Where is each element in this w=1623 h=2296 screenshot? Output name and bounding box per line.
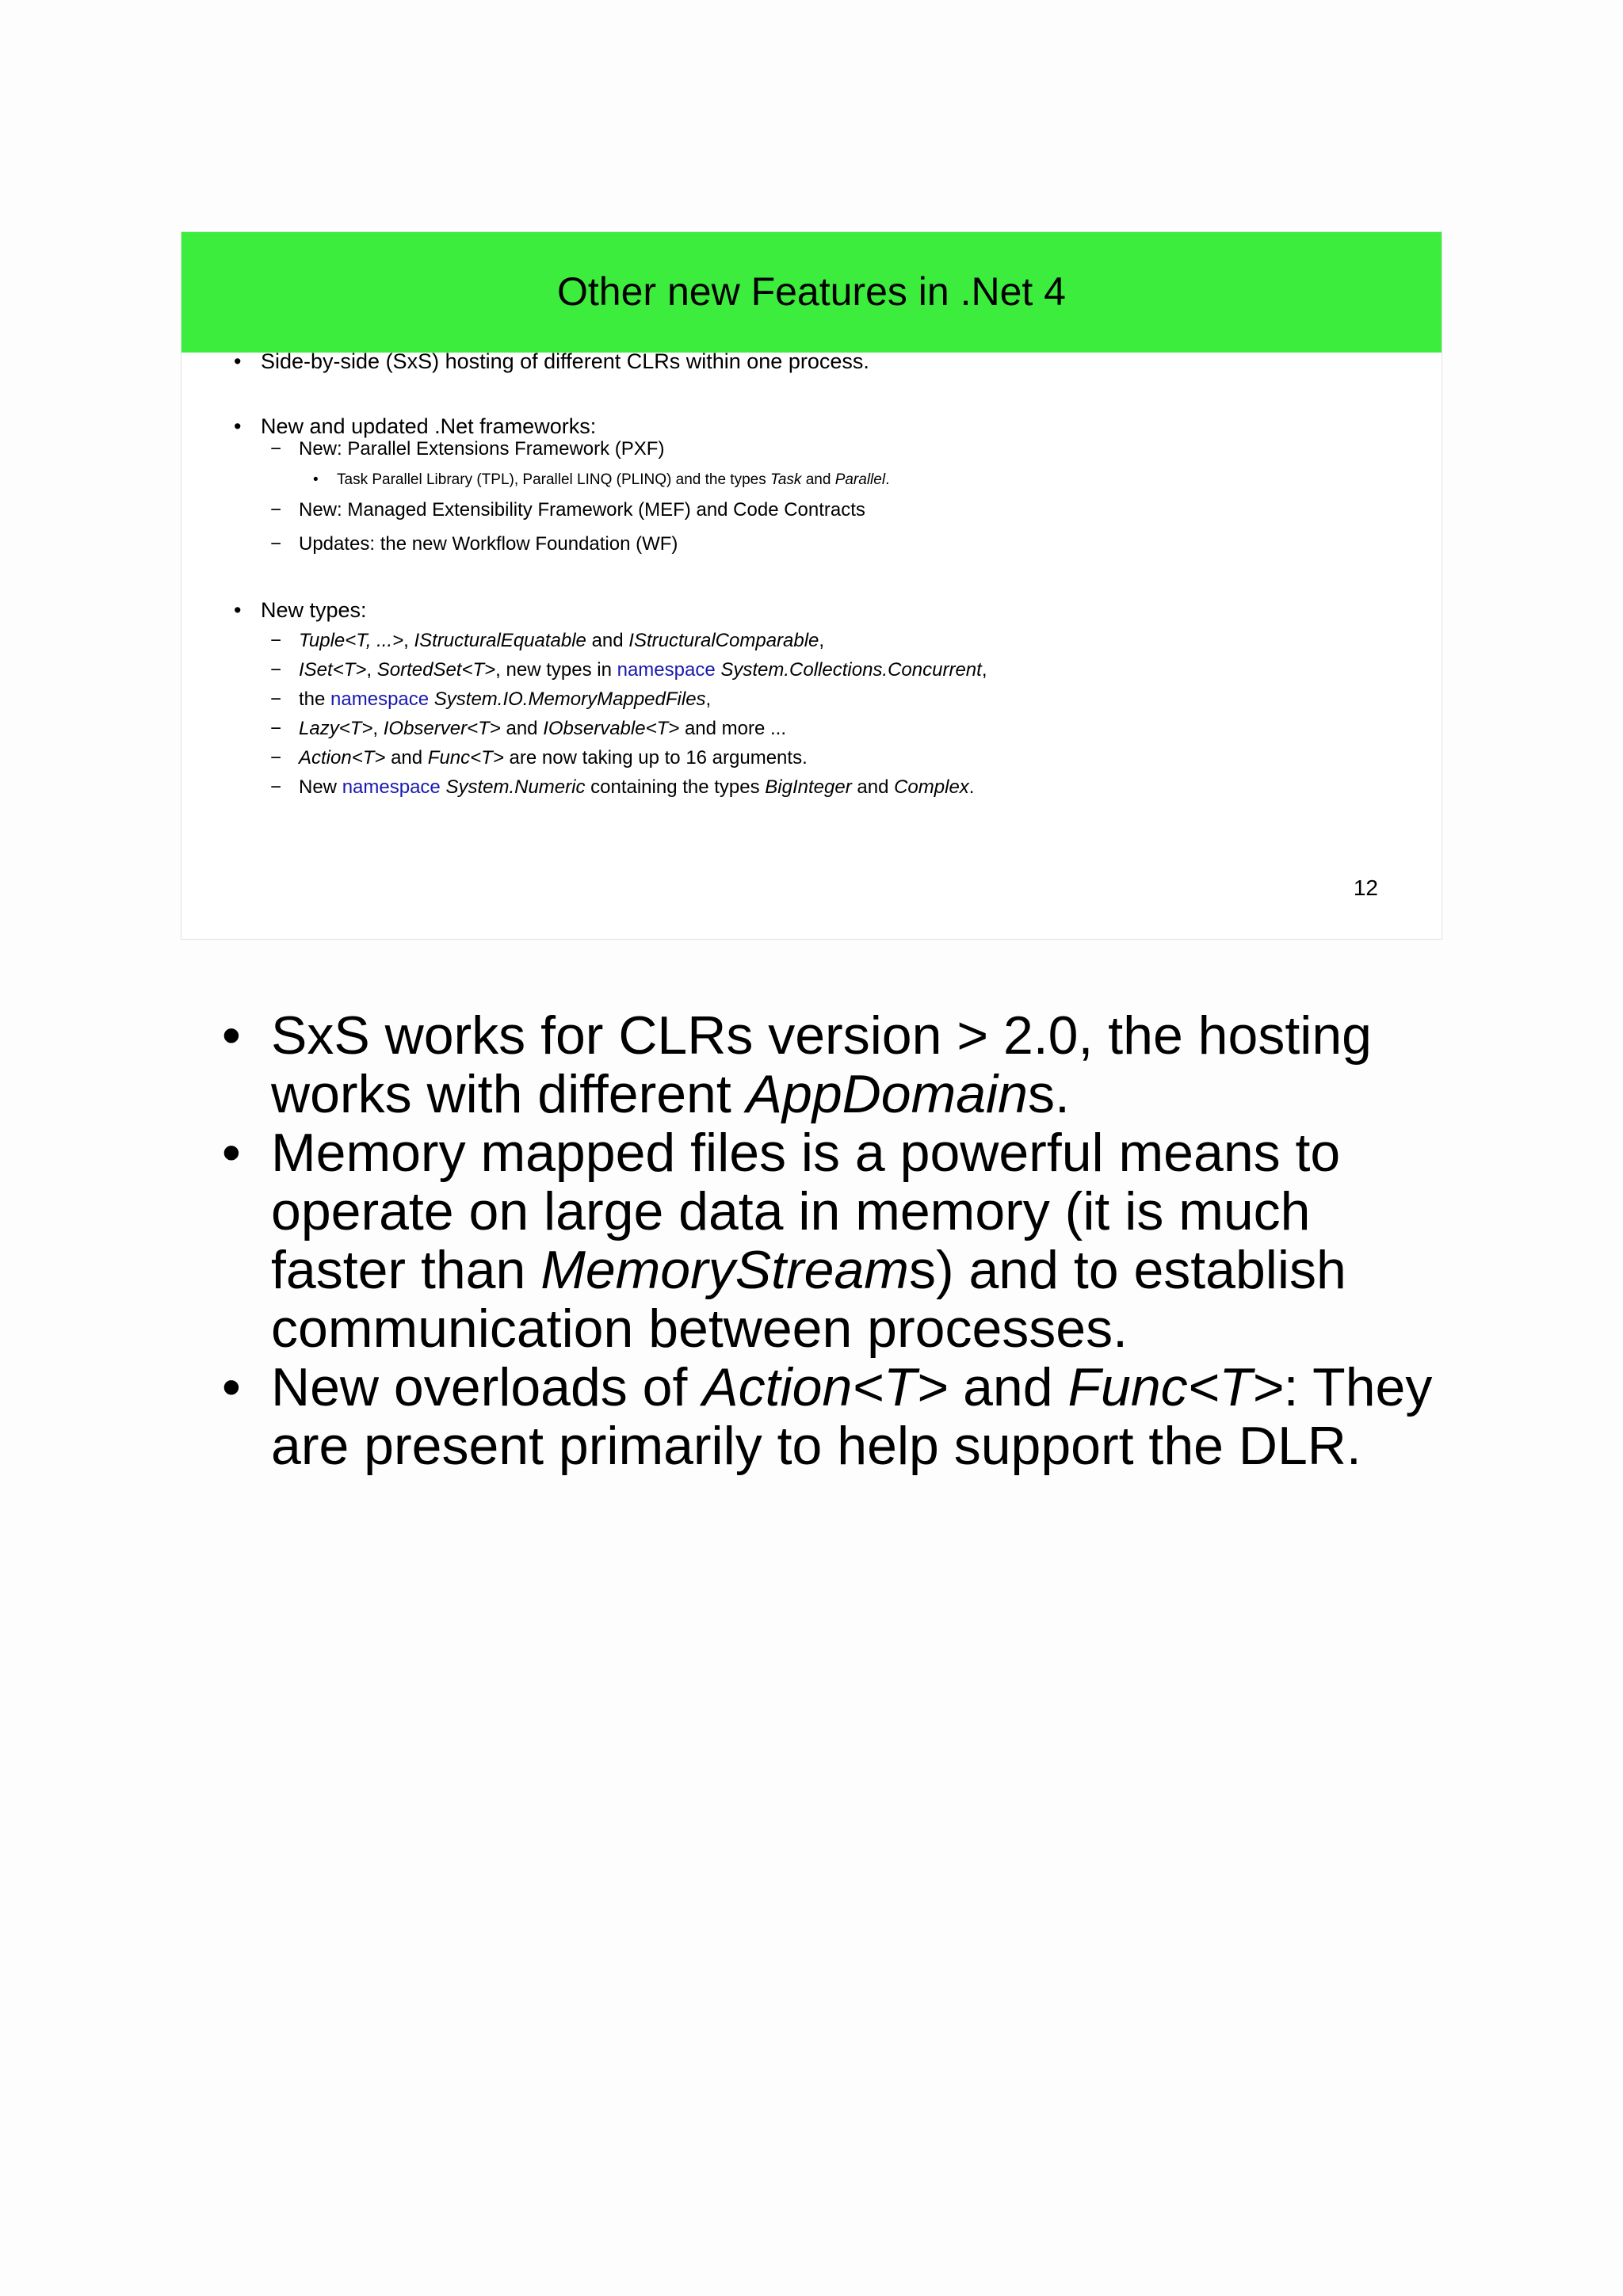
type-memorystream: MemoryStream <box>540 1240 909 1300</box>
dash-mark: − <box>270 499 282 521</box>
sub-bullet-lazy <box>270 718 787 740</box>
text: , <box>366 659 377 681</box>
type-iobservable: IObservable<T> <box>543 718 680 739</box>
text: and <box>385 747 428 769</box>
bullet-text: Updates: the new Workflow Foundation (WF) <box>299 533 678 555</box>
sub-bullet-numeric <box>270 776 975 799</box>
type-istructuralcomparable: IStructuralComparable <box>628 630 819 651</box>
dash-mark: − <box>270 533 282 555</box>
bullet-text: Side-by-side (SxS) hosting of different CLRs within one process. <box>261 349 869 373</box>
note-item-sxs <box>222 1006 1458 1123</box>
type-tuple: Tuple<T, ...> <box>299 630 404 651</box>
bullet-mark: • <box>234 414 242 438</box>
namespace-concurrent: System.Collections.Concurrent <box>720 659 982 681</box>
text: Task Parallel Library (TPL), Parallel LINQ (PLINQ) and the types <box>337 471 770 488</box>
text: s. <box>1027 1064 1070 1124</box>
bullet-text: New: Managed Extensibility Framework (MEF) and Code Contracts <box>299 499 865 521</box>
text: SxS works for CLRs version > 2.0, the hosting works with different <box>271 1005 1372 1124</box>
type-istructuralequatable: IStructuralEquatable <box>414 630 586 651</box>
text: the <box>299 688 331 710</box>
type-iobserver: IObserver<T> <box>383 718 501 739</box>
bullet-frameworks <box>234 414 597 439</box>
sub-bullet-wf <box>270 533 678 555</box>
type-lazy: Lazy<T> <box>299 718 373 739</box>
text: . <box>885 471 890 488</box>
type-biginteger: BigInteger <box>765 776 852 798</box>
text: . <box>968 776 975 798</box>
sub-bullet-tuple <box>270 630 825 652</box>
dash-mark: − <box>270 718 282 739</box>
dash-mark: − <box>270 688 282 710</box>
slide-title: Other new Features in .Net 4 <box>557 269 1066 314</box>
text: and <box>801 471 835 488</box>
bullet-text: New types: <box>261 598 367 622</box>
bullet-mark: • <box>222 1005 241 1066</box>
text: and <box>586 630 629 651</box>
type-action: Action<T> <box>299 747 386 769</box>
namespace-mmf: System.IO.MemoryMappedFiles <box>433 688 706 710</box>
keyword-namespace: namespace <box>617 659 716 681</box>
text: , <box>372 718 384 739</box>
bullet-mark: • <box>234 349 242 373</box>
text: containing the types <box>585 776 766 798</box>
namespace-numeric: System.Numeric <box>445 776 586 798</box>
text <box>429 688 434 710</box>
text: and <box>500 718 544 739</box>
dash-mark: − <box>270 747 282 769</box>
text: and <box>948 1357 1068 1417</box>
type-func: Func<T> <box>427 747 504 769</box>
text: , new types in <box>495 659 617 681</box>
text: and <box>851 776 895 798</box>
type-complex: Complex <box>894 776 969 798</box>
text: New <box>299 776 342 798</box>
note-item-mmf <box>222 1123 1458 1358</box>
slide <box>181 231 1442 940</box>
text: New overloads of <box>271 1357 703 1417</box>
text: are now taking up to 16 arguments. <box>503 747 808 769</box>
sub-sub-bullet-tpl <box>313 471 890 489</box>
keyword-namespace: namespace <box>342 776 441 798</box>
text: and more ... <box>679 718 787 739</box>
type-iset: ISet<T> <box>299 659 367 681</box>
dash-mark: − <box>270 438 282 460</box>
keyword-namespace: namespace <box>330 688 430 710</box>
type-appdomain: AppDomain <box>746 1064 1028 1124</box>
bullet-mark: • <box>234 598 242 622</box>
bullet-text: New and updated .Net frameworks: <box>261 414 597 438</box>
text: , <box>705 688 712 710</box>
type-task: Task <box>769 471 802 488</box>
sub-bullet-action-func <box>270 747 808 769</box>
speaker-notes <box>222 1006 1458 1475</box>
note-item-overloads <box>222 1358 1458 1475</box>
page-number: 12 <box>1353 875 1378 900</box>
sub-bullet-mef <box>270 499 865 521</box>
bullet-mark: • <box>222 1123 241 1183</box>
sub-bullet-iset <box>270 659 987 681</box>
type-parallel: Parallel <box>834 471 886 488</box>
dash-mark: − <box>270 630 282 651</box>
text: : They are present primarily to help support the DLR. <box>271 1357 1433 1476</box>
text: , <box>819 630 825 651</box>
type-sortedset: SortedSet<T> <box>376 659 496 681</box>
dash-mark: − <box>270 776 282 798</box>
text: , <box>981 659 987 681</box>
sub-bullet-mmf <box>270 688 712 711</box>
sub-bullet-pxf <box>270 438 665 460</box>
bullet-new-types <box>234 598 367 623</box>
dash-mark: − <box>270 659 282 681</box>
bullet-text: New: Parallel Extensions Framework (PXF) <box>299 438 665 460</box>
bullet-mark: • <box>313 471 319 488</box>
bullet-sxs <box>234 349 869 374</box>
slide-body <box>181 232 1442 939</box>
type-action: Action<T> <box>702 1357 949 1417</box>
type-func: Func<T> <box>1067 1357 1284 1417</box>
text: s) and to establish communication between processes. <box>271 1240 1346 1359</box>
text: Memory mapped files is a powerful means to operate on large data in memory (it is much faster than <box>271 1123 1341 1300</box>
text: , <box>403 630 414 651</box>
bullet-mark: • <box>222 1357 241 1417</box>
